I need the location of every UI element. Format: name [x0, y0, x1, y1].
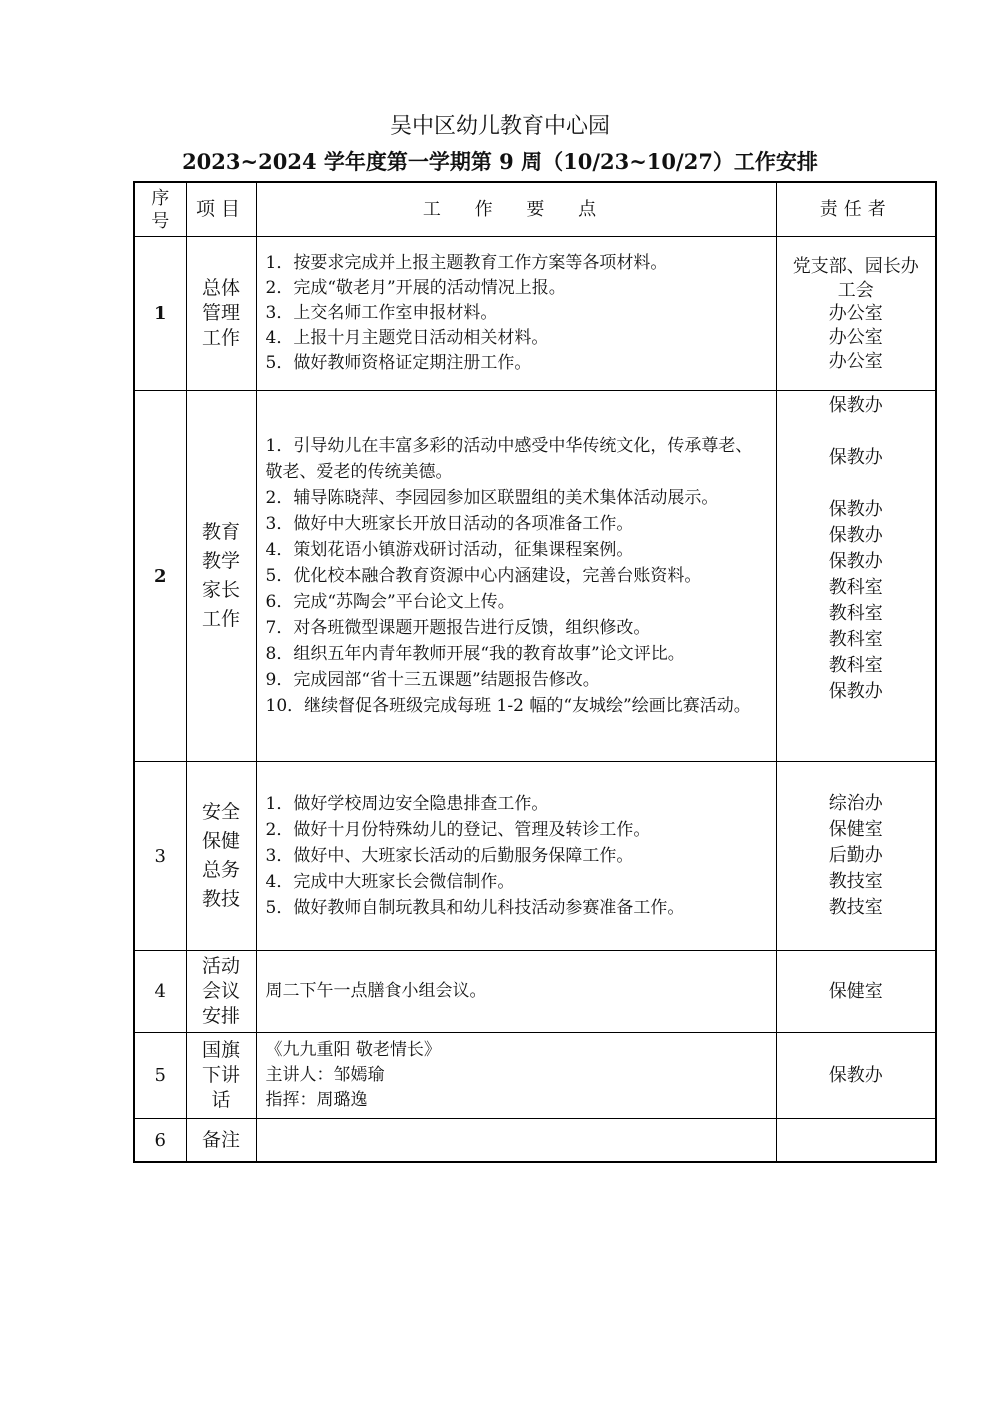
header-no: 序号 — [134, 182, 186, 237]
responsible-entry: 工会 — [837, 279, 874, 301]
row-work-items — [256, 391, 776, 762]
row-responsible — [776, 1119, 936, 1163]
row-responsible — [776, 237, 936, 391]
responsible-entry: 保教办 — [828, 681, 883, 702]
work-item: 8．组织五年内青年教师开展“我的教育故事”论文评比。 — [265, 644, 685, 664]
responsible-entry: 综治办 — [828, 793, 883, 814]
responsible-entry: 教科室 — [828, 577, 883, 598]
responsible-entry: 教科室 — [828, 629, 883, 650]
work-item: 4．完成中大班家长会微信制作。 — [265, 872, 515, 892]
responsible-entry: 教科室 — [828, 655, 883, 676]
work-item: 1．按要求完成并上报主题教育工作方案等各项材料。 — [265, 253, 668, 273]
row-work-items — [256, 237, 776, 391]
work-item: 2．完成“敬老月”开展的活动情况上报。 — [265, 278, 566, 298]
row-work-items — [256, 762, 776, 951]
responsible-entry: 教技室 — [828, 871, 883, 892]
work-item: 4．策划花语小镇游戏研讨活动，征集课程案例。 — [265, 540, 634, 560]
work-item: 5．优化校本融合教育资源中心内涵建设，完善台账资料。 — [265, 566, 702, 586]
row-project: 安全保健总务教技 — [186, 762, 256, 951]
row-number: 3 — [134, 762, 186, 951]
work-item: 5．做好教师自制玩教具和幼儿科技活动参赛准备工作。 — [265, 898, 685, 918]
responsible-entry: 办公室 — [828, 326, 883, 348]
row-number: 4 — [134, 951, 186, 1033]
table-header-row — [134, 182, 936, 237]
header-responsible: 责任者 — [776, 182, 936, 237]
responsible-entry: 保教办 — [828, 525, 883, 546]
row-number: 1 — [134, 237, 186, 391]
responsible-entry: 党支部、园长办 — [792, 255, 919, 277]
responsible-entry: 保健室 — [828, 819, 883, 840]
row-work-items — [256, 1119, 776, 1163]
table-row — [134, 1119, 936, 1163]
row-project: 总体管理工作 — [186, 237, 256, 391]
header-work: 工 作 要 点 — [256, 182, 776, 237]
responsible-entry: 保健室 — [828, 980, 883, 1002]
row-work-items — [256, 1033, 776, 1119]
document-subtitle: 2023~2024 学年度第一学期第 9 周（10/23~10/27）工作安排 — [182, 149, 818, 174]
row-project: 活动会议安排 — [186, 951, 256, 1033]
responsible-entry: 保教办 — [828, 499, 883, 520]
work-item: 9．完成园部“省十三五课题”结题报告修改。 — [265, 670, 600, 690]
work-item: 10．继续督促各班级完成每班 1-2 幅的“友城绘”绘画比赛活动。 — [265, 696, 751, 716]
work-item: 3．上交名师工作室申报材料。 — [265, 303, 498, 323]
responsible-entry: 保教办 — [828, 395, 883, 416]
work-item: 1．引导幼儿在丰富多彩的活动中感受中华传统文化，传承尊老、敬老、爱老的传统美德。 — [265, 436, 753, 482]
table-row — [134, 762, 936, 951]
work-item: 6．完成“苏陶会”平台论文上传。 — [265, 592, 515, 612]
header-project: 项目 — [186, 182, 256, 237]
schedule-table — [133, 181, 937, 1163]
work-item: 3．做好中大班家长开放日活动的各项准备工作。 — [265, 514, 634, 534]
responsible-entry: 保教办 — [828, 551, 883, 572]
table-row — [134, 1033, 936, 1119]
responsible-entry: 教技室 — [828, 897, 883, 918]
row-responsible — [776, 762, 936, 951]
work-item: 主讲人：邹嫣瑜 — [265, 1065, 385, 1085]
work-item: 3．做好中、大班家长活动的后勤服务保障工作。 — [265, 846, 634, 866]
row-project: 国旗下讲话 — [186, 1033, 256, 1119]
work-item: 2．做好十月份特殊幼儿的登记、管理及转诊工作。 — [265, 820, 651, 840]
responsible-entry: 后勤办 — [828, 845, 883, 866]
row-number: 5 — [134, 1033, 186, 1119]
row-responsible — [776, 391, 936, 762]
table-row — [134, 391, 936, 762]
responsible-entry: 办公室 — [828, 302, 883, 324]
responsible-entry: 保教办 — [828, 1064, 883, 1086]
row-responsible — [776, 951, 936, 1033]
row-work-items — [256, 951, 776, 1033]
row-number: 6 — [134, 1119, 186, 1163]
row-number: 2 — [134, 391, 186, 762]
work-item: 1．做好学校周边安全隐患排查工作。 — [265, 794, 549, 814]
work-item: 周二下午一点膳食小组会议。 — [265, 981, 487, 1001]
responsible-entry: 保教办 — [828, 447, 883, 468]
document-title: 吴中区幼儿教育中心园 — [389, 114, 610, 139]
work-item: 2．辅导陈晓萍、李园园参加区联盟组的美术集体活动展示。 — [265, 488, 719, 508]
responsible-entry: 办公室 — [828, 350, 883, 372]
row-project: 备注 — [186, 1119, 256, 1163]
row-responsible — [776, 1033, 936, 1119]
work-item: 《九九重阳 敬老情长》 — [265, 1040, 441, 1060]
table-row — [134, 237, 936, 391]
table-row — [134, 951, 936, 1033]
work-item: 4．上报十月主题党日活动相关材料。 — [265, 328, 549, 348]
work-item: 指挥：周璐逸 — [265, 1090, 368, 1110]
row-project: 教育教学家长工作 — [186, 391, 256, 762]
work-item: 5．做好教师资格证定期注册工作。 — [265, 353, 532, 373]
work-item: 7．对各班微型课题开题报告进行反馈，组织修改。 — [265, 618, 651, 638]
responsible-entry: 教科室 — [828, 603, 883, 624]
